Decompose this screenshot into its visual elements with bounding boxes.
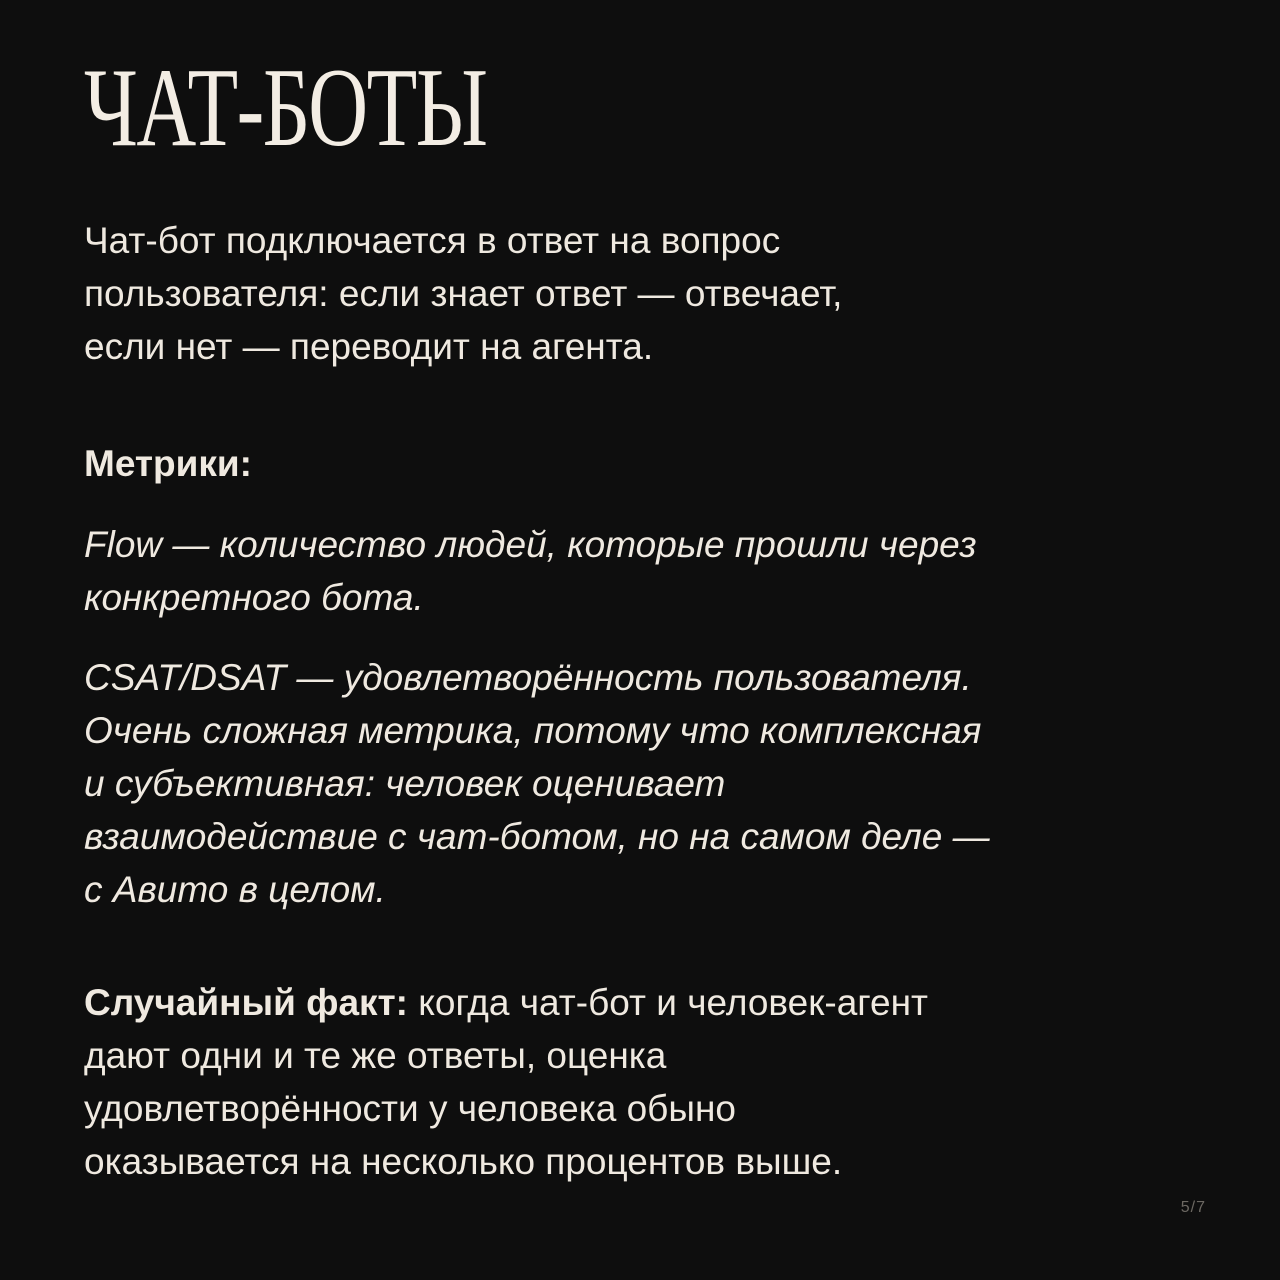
- intro-line: пользователя: если знает ответ — отвечает,: [84, 273, 843, 314]
- intro-line: если нет — переводит на агента.: [84, 326, 654, 367]
- intro-line: Чат-бот подключается в ответ на вопрос: [84, 220, 781, 261]
- fact-line: когда чат-бот и человек-агент: [408, 982, 928, 1023]
- flow-line: конкретного бота.: [84, 577, 424, 618]
- csat-line: взаимодействие с чат-ботом, но на самом деле —: [84, 816, 990, 857]
- random-fact-paragraph: [84, 976, 1194, 1188]
- csat-metric-paragraph: [84, 651, 1194, 916]
- fact-line: оказывается на несколько процентов выше.: [84, 1141, 843, 1182]
- csat-line: CSAT/DSAT — удовлетворённость пользователя.: [84, 657, 972, 698]
- page-number: 5/7: [1180, 1199, 1206, 1216]
- fact-line: удовлетворённости у человека обыно: [84, 1088, 736, 1129]
- metrics-heading: Метрики:: [84, 443, 252, 484]
- csat-line: и субъективная: человек оценивает: [84, 763, 726, 804]
- fact-line: дают одни и те же ответы, оценка: [84, 1035, 667, 1076]
- intro-paragraph: [84, 214, 1194, 373]
- flow-metric-paragraph: [84, 518, 1194, 624]
- csat-line: Очень сложная метрика, потому что комплексная: [84, 710, 982, 751]
- random-fact-label: Случайный факт:: [84, 982, 409, 1023]
- slide-title: ЧАТ-БОТЫ: [84, 46, 487, 170]
- csat-line: с Авито в целом.: [84, 869, 386, 910]
- flow-line: Flow — количество людей, которые прошли через: [84, 524, 977, 565]
